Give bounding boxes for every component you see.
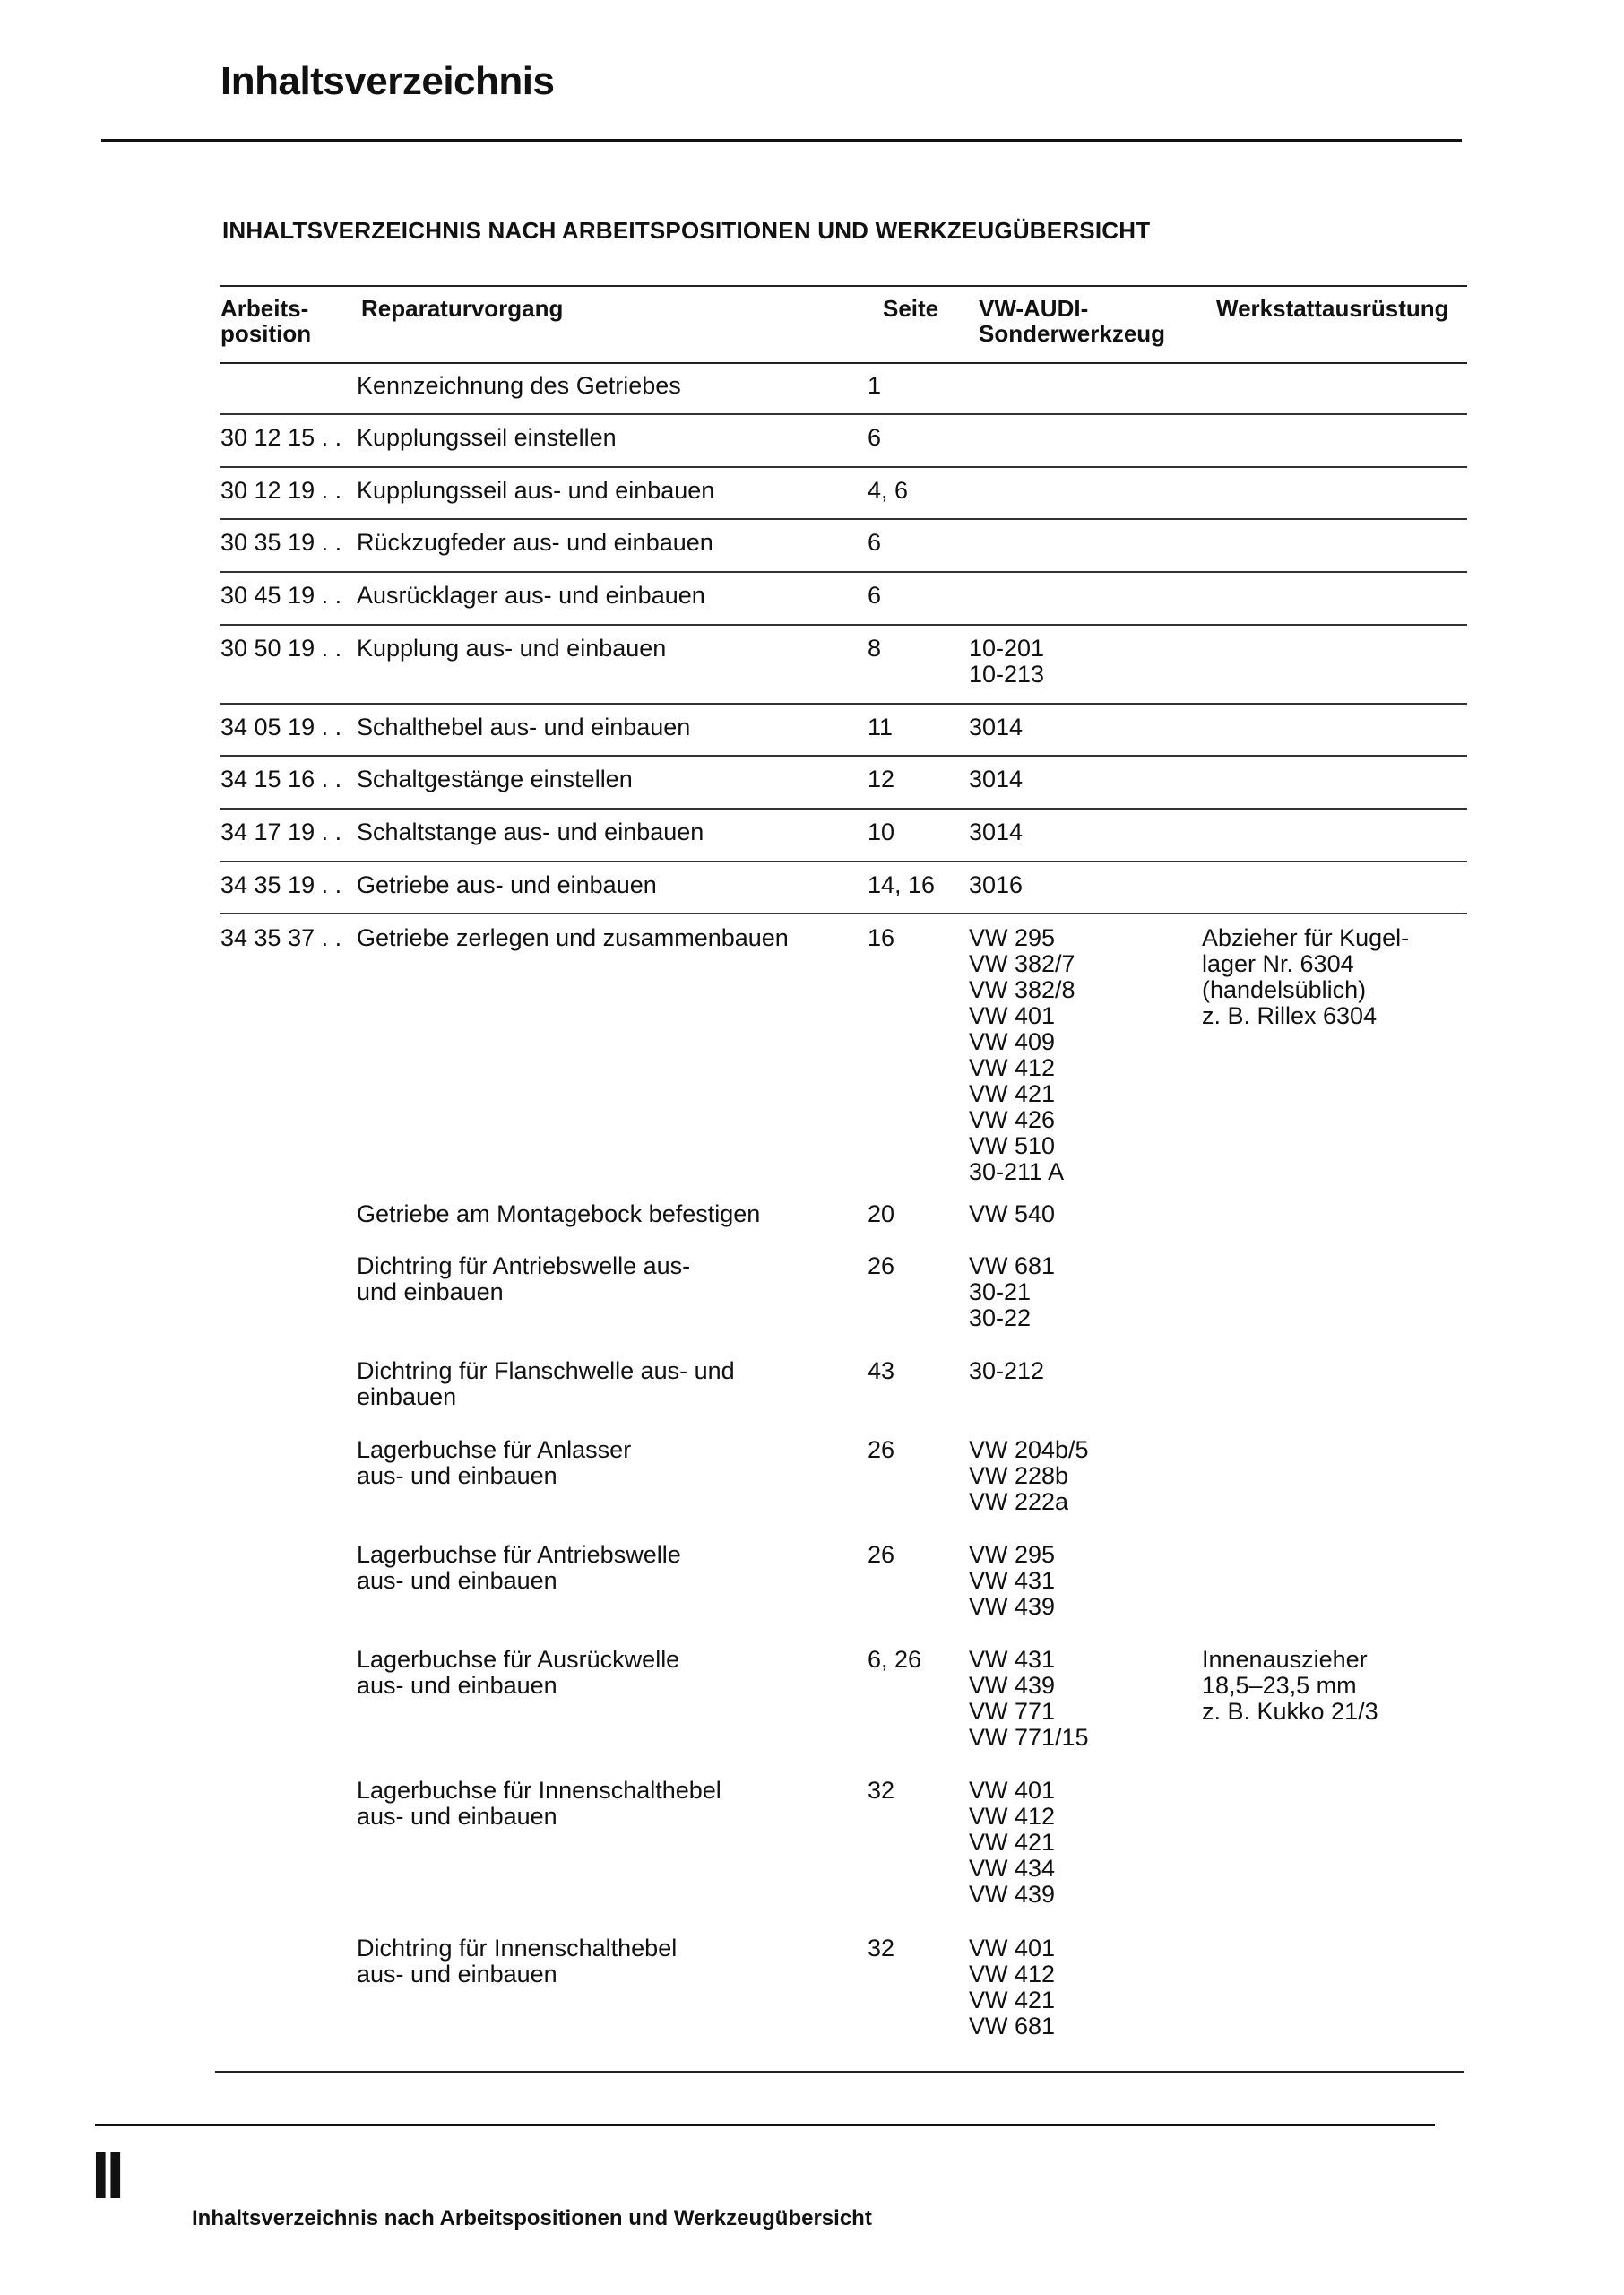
table-row bbox=[220, 1542, 1467, 1647]
repair-procedure: Kupplungsseil aus- und einbauen bbox=[357, 477, 715, 504]
page-reference: 26 bbox=[868, 1541, 895, 1568]
tool-number: VW 401 bbox=[969, 1002, 1056, 1029]
repair-procedure: Lagerbuchse für Anlasser aus- und einbauen bbox=[357, 1436, 632, 1489]
footer-caption: Inhaltsverzeichnis nach Arbeitspositionen und Werkzeugübersicht bbox=[192, 2206, 872, 2230]
page-reference: 6 bbox=[868, 529, 882, 556]
page-reference: 12 bbox=[868, 766, 895, 792]
repair-procedure: Lagerbuchse für Innenschalthebel aus- und einbauen bbox=[357, 1777, 721, 1830]
tool-number: VW 204b/5 bbox=[969, 1436, 1089, 1463]
work-position: 30 50 19 . . bbox=[220, 635, 342, 662]
table-row bbox=[220, 468, 1467, 520]
footer-divider bbox=[95, 2124, 1435, 2126]
special-tools bbox=[969, 1253, 1202, 1331]
column-header-special-tools: VW-AUDI- Sonderwerkzeug bbox=[979, 295, 1166, 347]
page-reference: 6 bbox=[868, 582, 882, 609]
column-header-repair: Reparaturvorgang bbox=[361, 295, 564, 322]
page-reference: 8 bbox=[868, 635, 882, 662]
tool-number: VW 401 bbox=[969, 1777, 1056, 1804]
repair-procedure: Dichtring für Innenschalthebel aus- und einbauen bbox=[357, 1935, 678, 1988]
page-reference: 14, 16 bbox=[868, 871, 936, 898]
table-row bbox=[220, 1647, 1467, 1778]
tool-number: 30-21 bbox=[969, 1278, 1032, 1305]
table-header-top-rule bbox=[220, 285, 1467, 287]
work-position: 34 35 37 . . bbox=[220, 924, 342, 951]
special-tools bbox=[969, 1201, 1202, 1227]
tool-number: 3014 bbox=[969, 818, 1024, 845]
tool-number: VW 421 bbox=[969, 1987, 1056, 2014]
tool-number: VW 295 bbox=[969, 1541, 1056, 1568]
tool-number: VW 426 bbox=[969, 1106, 1056, 1133]
special-tools bbox=[969, 766, 1202, 792]
repair-procedure: Getriebe aus- und einbauen bbox=[357, 871, 657, 898]
tool-number: 30-211 A bbox=[969, 1158, 1065, 1185]
repair-procedure: Kupplungsseil einstellen bbox=[357, 424, 617, 451]
tool-number: VW 228b bbox=[969, 1462, 1069, 1489]
table-row bbox=[220, 914, 1467, 1201]
page-reference: 6, 26 bbox=[868, 1646, 922, 1673]
work-position: 34 35 19 . . bbox=[220, 871, 342, 898]
page-reference: 20 bbox=[868, 1200, 895, 1227]
page-reference: 1 bbox=[868, 372, 882, 399]
special-tools bbox=[969, 819, 1202, 845]
repair-procedure: Dichtring für Antriebswelle aus- und einbauen bbox=[357, 1252, 691, 1305]
special-tools bbox=[969, 1437, 1202, 1515]
table-row bbox=[220, 626, 1467, 705]
repair-procedure: Kupplung aus- und einbauen bbox=[357, 635, 667, 662]
tool-number: VW 421 bbox=[969, 1829, 1056, 1856]
table-row bbox=[220, 573, 1467, 626]
tool-number: 3014 bbox=[969, 766, 1024, 792]
work-position: 34 05 19 . . bbox=[220, 714, 342, 740]
tool-number: VW 382/8 bbox=[969, 976, 1075, 1003]
page-reference: 6 bbox=[868, 424, 882, 451]
page-reference: 4, 6 bbox=[868, 477, 909, 504]
tool-number: VW 382/7 bbox=[969, 950, 1075, 977]
work-position: 30 12 19 . . bbox=[220, 477, 342, 504]
special-tools bbox=[969, 1778, 1202, 1908]
tool-number: VW 295 bbox=[969, 924, 1056, 951]
tool-number: 30-212 bbox=[969, 1357, 1045, 1384]
workshop-equipment: Abzieher für Kugel- lager Nr. 6304 (handelsüblich) z. B. Rillex 6304 bbox=[1202, 924, 1410, 1029]
tool-number: VW 409 bbox=[969, 1028, 1056, 1055]
tool-number: VW 434 bbox=[969, 1855, 1056, 1882]
work-position: 34 15 16 . . bbox=[220, 766, 342, 792]
repair-procedure: Kennzeichnung des Getriebes bbox=[357, 372, 681, 399]
special-tools bbox=[969, 1542, 1202, 1620]
table-row bbox=[220, 415, 1467, 468]
special-tools bbox=[969, 1358, 1202, 1384]
repair-procedure: Dichtring für Flanschwelle aus- und einbauen bbox=[357, 1357, 735, 1410]
repair-procedure: Schalthebel aus- und einbauen bbox=[357, 714, 691, 740]
repair-procedure: Getriebe am Montagebock befestigen bbox=[357, 1200, 761, 1227]
repair-procedure: Lagerbuchse für Ausrückwelle aus- und einbauen bbox=[357, 1646, 680, 1699]
tool-number: 30-22 bbox=[969, 1304, 1032, 1331]
tool-number: 10-213 bbox=[969, 661, 1045, 688]
tool-number: VW 681 bbox=[969, 1252, 1056, 1279]
table-row bbox=[220, 1778, 1467, 1936]
tool-number: 3016 bbox=[969, 871, 1024, 898]
tool-number: VW 439 bbox=[969, 1672, 1056, 1699]
tool-number: VW 439 bbox=[969, 1593, 1056, 1620]
table-end-rule bbox=[215, 2071, 1464, 2073]
page-reference: 26 bbox=[868, 1436, 895, 1463]
page-reference: 26 bbox=[868, 1252, 895, 1279]
table-row bbox=[220, 810, 1467, 862]
special-tools bbox=[969, 714, 1202, 740]
table-row bbox=[220, 1253, 1467, 1358]
column-header-page: Seite bbox=[883, 295, 939, 322]
column-header-position: Arbeits- position bbox=[220, 295, 312, 347]
repair-procedure: Rückzugfeder aus- und einbauen bbox=[357, 529, 713, 556]
tool-number: 10-201 bbox=[969, 635, 1045, 662]
title-divider bbox=[101, 139, 1462, 142]
tool-number: VW 222a bbox=[969, 1488, 1069, 1515]
tool-number: 3014 bbox=[969, 714, 1024, 740]
work-position: 34 17 19 . . bbox=[220, 818, 342, 845]
tool-number: VW 431 bbox=[969, 1646, 1056, 1673]
special-tools bbox=[969, 925, 1202, 1185]
page-number: II bbox=[91, 2138, 122, 2213]
tool-number: VW 412 bbox=[969, 1961, 1056, 1988]
table-row bbox=[220, 1201, 1467, 1253]
table-row bbox=[220, 1936, 1467, 2040]
tool-number: VW 510 bbox=[969, 1132, 1056, 1159]
table-row bbox=[220, 362, 1467, 415]
special-tools bbox=[969, 1647, 1202, 1751]
table-body bbox=[220, 362, 1467, 2040]
table-row bbox=[220, 757, 1467, 810]
page-reference: 43 bbox=[868, 1357, 895, 1384]
work-position: 30 45 19 . . bbox=[220, 582, 342, 609]
repair-procedure: Ausrücklager aus- und einbauen bbox=[357, 582, 705, 609]
tool-number: VW 412 bbox=[969, 1054, 1056, 1081]
repair-procedure: Getriebe zerlegen und zusammenbauen bbox=[357, 924, 789, 951]
page-reference: 32 bbox=[868, 1935, 895, 1962]
tool-number: VW 771/15 bbox=[969, 1724, 1089, 1751]
tool-number: VW 401 bbox=[969, 1935, 1056, 1962]
tool-number: VW 681 bbox=[969, 2013, 1056, 2040]
workshop-equipment: Innenauszieher 18,5–23,5 mm z. B. Kukko 21/3 bbox=[1202, 1646, 1378, 1725]
page-reference: 32 bbox=[868, 1777, 895, 1804]
tool-number: VW 421 bbox=[969, 1080, 1056, 1107]
tool-number: VW 431 bbox=[969, 1567, 1056, 1594]
tool-number: VW 771 bbox=[969, 1698, 1056, 1725]
table-row bbox=[220, 1437, 1467, 1542]
page-title: Inhaltsverzeichnis bbox=[220, 59, 555, 103]
table-row bbox=[220, 705, 1467, 757]
repair-procedure: Lagerbuchse für Antriebswelle aus- und einbauen bbox=[357, 1541, 681, 1594]
table-row bbox=[220, 520, 1467, 573]
special-tools bbox=[969, 636, 1202, 688]
special-tools bbox=[969, 872, 1202, 898]
table-row bbox=[220, 1358, 1467, 1437]
special-tools bbox=[969, 1936, 1202, 2040]
table-row bbox=[220, 862, 1467, 914]
repair-procedure: Schaltstange aus- und einbauen bbox=[357, 818, 704, 845]
page-reference: 11 bbox=[868, 714, 894, 740]
work-position: 30 12 15 . . bbox=[220, 424, 342, 451]
repair-procedure: Schaltgestänge einstellen bbox=[357, 766, 633, 792]
page-reference: 16 bbox=[868, 924, 895, 951]
page-reference: 10 bbox=[868, 818, 895, 845]
tool-number: VW 439 bbox=[969, 1881, 1056, 1908]
tool-number: VW 540 bbox=[969, 1200, 1056, 1227]
section-heading: INHALTSVERZEICHNIS NACH ARBEITSPOSITIONEN UND WERKZEUGÜBERSICHT bbox=[222, 217, 1151, 244]
column-header-workshop-equipment: Werkstattausrüstung bbox=[1216, 295, 1449, 322]
tool-number: VW 412 bbox=[969, 1803, 1056, 1830]
work-position: 30 35 19 . . bbox=[220, 529, 342, 556]
